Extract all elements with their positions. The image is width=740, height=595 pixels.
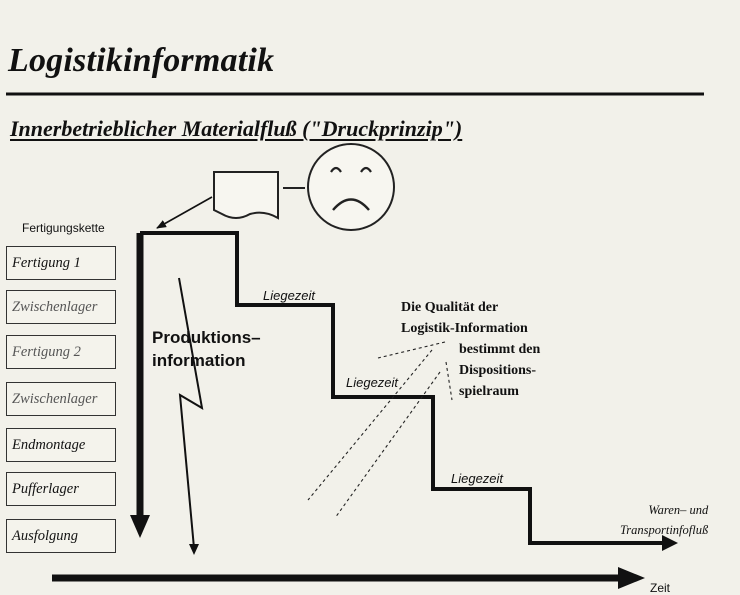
stage-zwischenlager-1: Zwischenlager — [6, 290, 116, 324]
time-axis-arrowhead — [618, 567, 645, 589]
dashed-line-4 — [446, 362, 452, 400]
dashed-line-1 — [378, 342, 445, 358]
document-icon — [214, 172, 278, 218]
liegezeit-label-3: Liegezeit — [451, 471, 504, 486]
liegezeit-label-2: Liegezeit — [346, 375, 399, 390]
dashed-line-2 — [308, 350, 432, 500]
production-info-line-2: information — [152, 351, 246, 370]
sad-face-icon — [308, 144, 394, 230]
info-lightning-arrow — [179, 278, 202, 548]
production-info-line-1: Produktions– — [152, 328, 261, 347]
page-subtitle: Innerbetrieblicher Materialfluß ("Druckprinzip") — [10, 116, 463, 141]
flow-label — [620, 500, 708, 540]
production-info-label — [152, 326, 261, 372]
quality-note — [401, 297, 528, 339]
quality-note-line-5: spielraum — [459, 384, 519, 399]
quality-note-line-2: Logistik-Information — [401, 321, 528, 336]
quality-note-line-3: bestimmt den — [459, 342, 541, 357]
time-label: Zeit — [650, 581, 671, 595]
chain-heading: Fertigungskette — [22, 221, 105, 235]
flow-label-line-1: Waren– und — [648, 503, 709, 517]
quality-note-line-1: Die Qualität der — [401, 300, 499, 315]
stage-fertigung-2: Fertigung 2 — [6, 335, 116, 369]
stage-pufferlager: Pufferlager — [6, 472, 116, 506]
vertical-flow-arrowhead — [130, 515, 150, 538]
stage-ausfolgung: Ausfolgung — [6, 519, 116, 553]
stage-endmontage: Endmontage — [6, 428, 116, 462]
flow-label-line-2: Transportinfofluß — [620, 523, 709, 537]
liegezeit-label-1: Liegezeit — [263, 288, 316, 303]
dashed-line-3 — [335, 372, 440, 518]
stage-zwischenlager-2: Zwischenlager — [6, 382, 116, 416]
quality-note-cont — [459, 339, 540, 402]
document-arrow — [157, 197, 212, 228]
stage-fertigung-1: Fertigung 1 — [6, 246, 116, 280]
quality-note-line-4: Dispositions- — [459, 363, 537, 378]
page-title: Logistikinformatik — [8, 42, 275, 79]
